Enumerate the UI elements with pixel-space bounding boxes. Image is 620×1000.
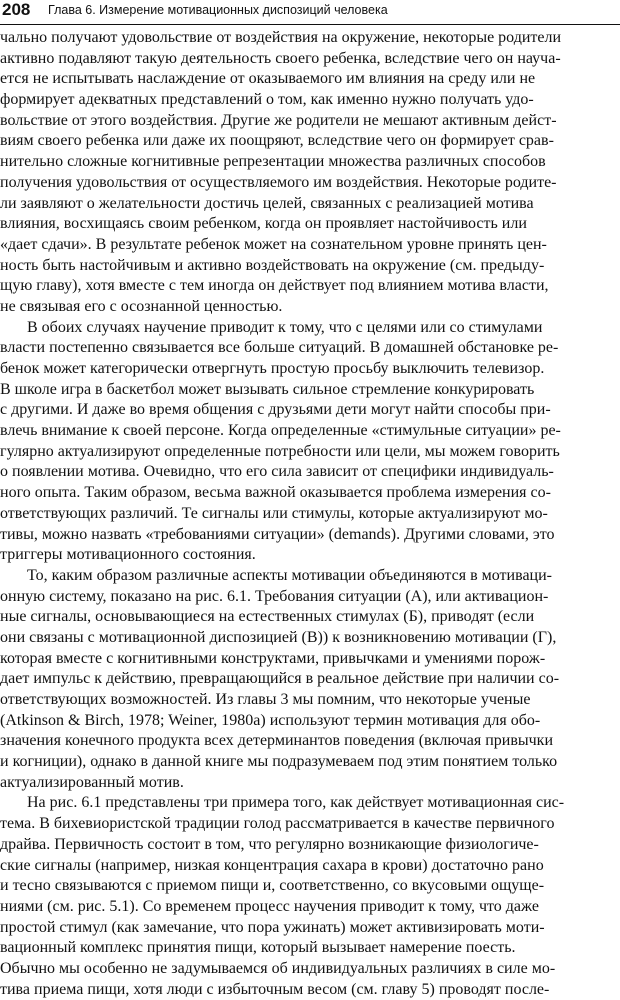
text-line: влияния, восхищаясь своим ребенком, когда он проявляет настойчивость или xyxy=(0,215,527,233)
text-line: ли заявляют о желательности достичь целей, связанных с реализацией мотива xyxy=(0,194,534,212)
text-line: На рис. 6.1 представлены три примера того, как действует мотивационная сис- xyxy=(27,794,565,812)
text-line: В обоих случаях научение приводит к тому, что с целями или со стимулами xyxy=(27,318,543,336)
text-line: не связывая его с осознанной ценностью. xyxy=(0,297,283,315)
text-line: получения удовольствия от осуществляемого им воздействия. Некоторые родите- xyxy=(0,173,557,191)
text-line: влечь внимание к своей персоне. Когда определенные «стимульные ситуации» ре- xyxy=(0,422,561,440)
text-line: ответствующих различий. Те сигналы или стимулы, которые актуализируют мо- xyxy=(0,504,548,522)
text-line: Обычно мы особенно не задумываемся об индивидуальных различиях в силе мо- xyxy=(0,959,556,977)
text-line: актуализированный мотив. xyxy=(0,773,184,791)
text-line: вольствие от этого воздействия. Другие же родители не мешают активным дейст- xyxy=(0,111,557,129)
text-line: простой стимул (как замечание, что пора ужинать) может активизировать моти- xyxy=(0,918,545,936)
text-line: В школе игра в баскетбол может вызывать сильное стремление конкурировать xyxy=(0,380,535,398)
text-line: ответствующих возможностей. Из главы 3 мы помним, что некоторые ученые xyxy=(0,691,531,708)
text-line: тема. В бихевиористской традиции голод рассматривается в качестве первичного xyxy=(0,815,555,833)
text-line: и когниции), однако в данной книге мы подразумеваем под этим понятием только xyxy=(0,753,558,771)
text-line: активно подавляют такую деятельность своего ребенка, вследствие чего он науча- xyxy=(0,49,561,67)
text-line: триггеры мотивационного состояния. xyxy=(0,546,256,564)
page-number: 208 xyxy=(2,0,31,19)
text-line: дает импульс к действию, превращающийся в реальное действие при наличии со- xyxy=(0,670,560,688)
header-rule xyxy=(0,24,620,25)
text-line: гулярно актуализируют определенные потребности или цели, мы можем говорить xyxy=(0,442,560,460)
text-line: с другими. И даже во время общения с друзьями дети могут найти способы при- xyxy=(0,401,551,419)
text-line: «дает сдачи». В результате ребенок может на сознательном уровне принять цен- xyxy=(0,235,547,253)
text-line: онную систему, показано на рис. 6.1. Требования ситуации (А), или активацион- xyxy=(0,587,549,605)
text-line: нительно сложные когнитивные репрезентации множества различных способов xyxy=(0,153,546,171)
text-line: формирует адекватных представлений о том, как именно нужно получать удо- xyxy=(0,91,534,109)
paragraph-1 xyxy=(0,28,620,318)
text-line: То, каким образом различные аспекты мотивации объединяются в мотиваци- xyxy=(27,566,552,584)
text-line: они связаны с мотивационной диспозицией (В)) к возникновению мотивации (Г), xyxy=(0,628,557,646)
text-line: щую главу), хотя вместе с тем иногда он действует под влиянием мотива власти, xyxy=(0,277,549,295)
body-text xyxy=(0,28,620,1000)
text-line: ниями (см. рис. 5.1). Со временем процесс научения приводит к тому, что даже xyxy=(0,897,539,915)
text-line: которая вместе с когнитивными конструктами, привычками и умениями порож- xyxy=(0,649,546,667)
text-line: и тесно связываются с приемом пищи и, соответственно, со вкусовыми ощуще- xyxy=(0,877,545,895)
page-header xyxy=(0,0,620,28)
text-line: о появлении мотива. Очевидно, что его сила зависит от специфики индивидуаль- xyxy=(0,463,554,481)
text-line: ность быть настойчивым и активно воздействовать на окружение (см. предыду- xyxy=(0,256,545,274)
text-line: ные сигналы, основывающиеся на естественных стимулах (Б), приводят (если xyxy=(0,608,535,626)
text-line: виям своего ребенка или даже их поощряют, вследствие чего он формирует срав- xyxy=(0,132,554,150)
text-line: ного опыта. Таким образом, весьма важной оказывается проблема измерения со- xyxy=(0,484,551,502)
text-line: вационный комплекс принятия пищи, который вызывает намерение поесть. xyxy=(0,939,516,957)
paragraph-4 xyxy=(0,793,620,1000)
text-line: чально получают удовольствие от воздействия на окружение, некоторые родители xyxy=(0,29,562,46)
text-line: власти постепенно связывается все больше ситуаций. В домашней обстановке ре- xyxy=(0,339,559,357)
text-line: ские сигналы (например, низкая концентрация сахара в крови) достаточно рано xyxy=(0,856,544,874)
text-line: значения конечного продукта всех детерминантов поведения (включая привычки xyxy=(0,732,554,750)
text-line: бенок может категорически отвергнуть простую просьбу выключить телевизор. xyxy=(0,360,545,377)
text-line: ется не испытывать наслаждение от оказываемого им влияния на среду или не xyxy=(0,70,536,88)
text-line: тива приема пищи, хотя люди с избыточным весом (см. главу 5) проводят после- xyxy=(0,980,550,998)
paragraph-2 xyxy=(0,318,620,566)
paragraph-3 xyxy=(0,566,620,794)
text-line: тивы, можно назвать «требованиями ситуации» (demands). Другими словами, это xyxy=(0,525,555,543)
text-line: драйва. Первичность состоит в том, что регулярно возникающие физиологиче- xyxy=(0,835,539,853)
text-line: (Atkinson & Birch, 1978; Weiner, 1980a) используют термин мотивация для обо- xyxy=(0,711,541,729)
running-head-chapter-title: Глава 6. Измерение мотивационных диспозиций человека xyxy=(48,3,388,17)
